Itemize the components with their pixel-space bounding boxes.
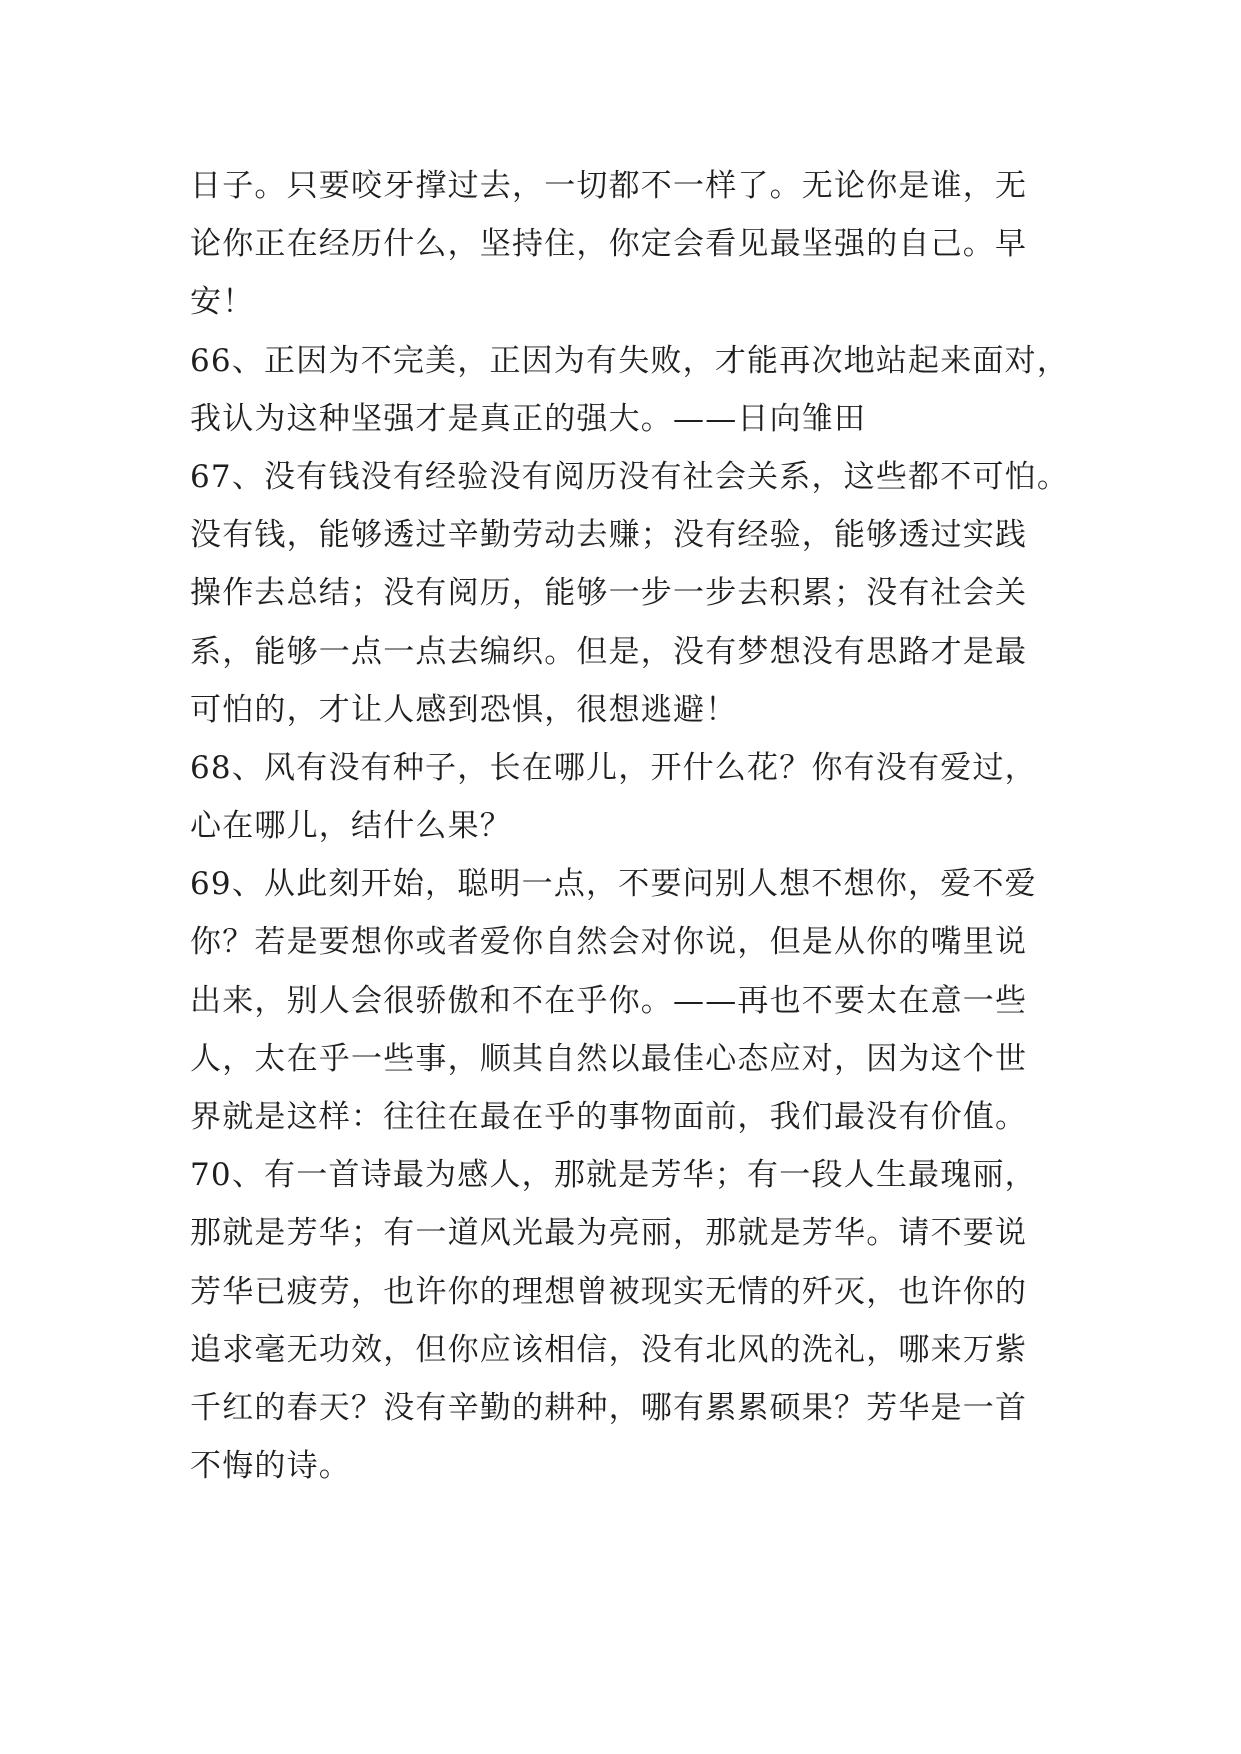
text-line: 日子。只要咬牙撑过去，一切都不一样了。无论你是谁，无	[190, 168, 1028, 204]
text-line: 操作去总结；没有阅历，能够一步一步去积累；没有社会关	[190, 575, 1028, 612]
text-line: 不悔的诗。	[190, 1448, 351, 1485]
text-line: 人，太在乎一些事，顺其自然以最佳心态应对，因为这个世	[190, 1040, 1028, 1077]
text-line: 芳华已疲劳，也许你的理想曾被现实无情的歼灭，也许你的	[190, 1273, 1028, 1310]
text-line: 界就是这样：往往在最在乎的事物面前，我们最没有价值。	[190, 1099, 1028, 1135]
body-text	[190, 157, 1090, 1495]
text-line: 追求毫无功效，但你应该相信，没有北风的洗礼，哪来万紫	[190, 1331, 1028, 1368]
text-line: 出来，别人会很骄傲和不在乎你。——再也不要太在意一些	[190, 982, 1028, 1019]
text-line: 没有钱，能够透过辛勤劳动去赚；没有经验，能够透过实践	[190, 517, 1028, 554]
text-line: 可怕的，才让人感到恐惧，很想逃避！	[190, 691, 738, 728]
text-line: 67、没有钱没有经验没有阅历没有社会关系，这些都不可怕。	[190, 458, 1070, 495]
text-line: 千红的春天？没有辛勤的耕种，哪有累累硕果？芳华是一首	[190, 1389, 1028, 1426]
text-line: 69、从此刻开始，聪明一点，不要问别人想不想你，爱不爱	[190, 866, 1037, 903]
text-line: 心在哪儿，结什么果？	[190, 808, 512, 845]
text-line: 我认为这种坚强才是真正的强大。——日向雏田	[190, 400, 867, 437]
text-line: 66、正因为不完美，正因为有失败，才能再次地站起来面对，	[190, 342, 1070, 379]
text-line: 安！	[190, 284, 255, 321]
text-line: 你？若是要想你或者爱你自然会对你说，但是从你的嘴里说	[190, 924, 1028, 961]
text-line: 系，能够一点一点去编织。但是，没有梦想没有思路才是最	[190, 633, 1028, 670]
text-line: 70、有一首诗最为感人，那就是芳华；有一段人生最瑰丽，	[190, 1157, 1037, 1194]
text-line: 68、风有没有种子，长在哪儿，开什么花？你有没有爱过，	[190, 749, 1037, 786]
text-line: 论你正在经历什么，坚持住，你定会看见最坚强的自己。早	[190, 226, 1028, 263]
text-line: 那就是芳华；有一道风光最为亮丽，那就是芳华。请不要说	[190, 1215, 1028, 1252]
